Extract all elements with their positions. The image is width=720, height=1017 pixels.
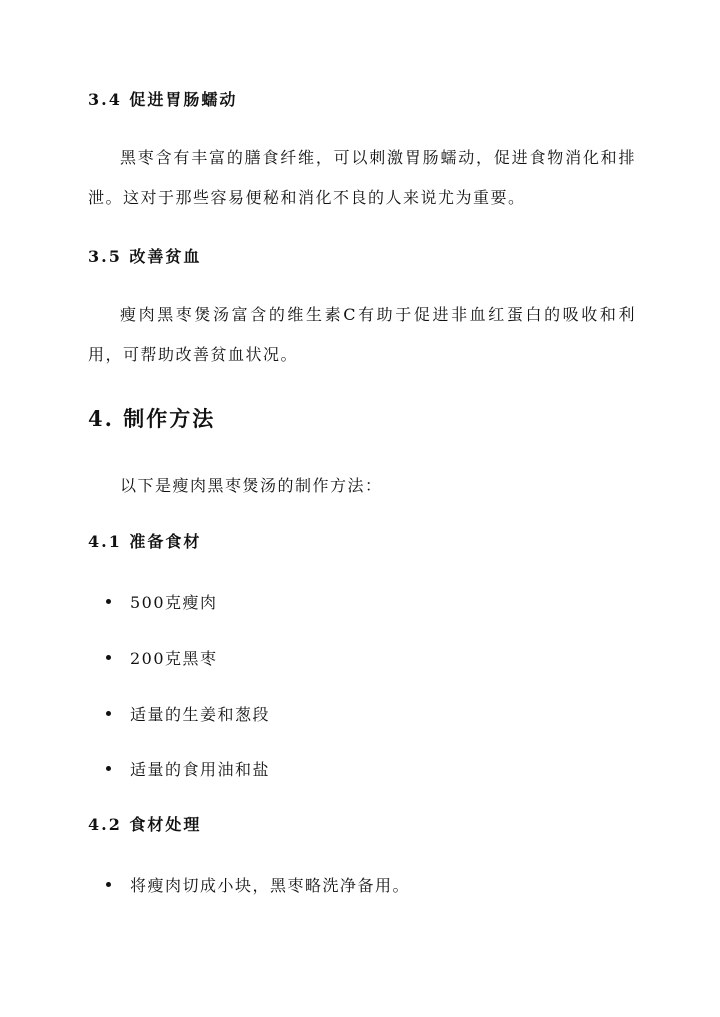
- list-item-text: 适量的食用油和盐: [130, 759, 271, 779]
- list-item-text: 200克黑枣: [130, 648, 218, 668]
- bullet-icon: [106, 655, 111, 660]
- list-item: [106, 757, 270, 779]
- heading-3-5: 3.5 改善贫血: [88, 247, 202, 266]
- list-item: [106, 590, 218, 612]
- bullet-icon: [106, 599, 111, 604]
- list-item-text: 适量的生姜和葱段: [130, 704, 271, 724]
- bullet-icon: [106, 766, 111, 771]
- bullet-icon: [106, 882, 111, 887]
- heading-4: 4. 制作方法: [88, 406, 216, 431]
- bullet-icon: [106, 711, 111, 716]
- heading-4-1: 4.1 准备食材: [88, 532, 202, 551]
- paragraph-3-5: 瘦肉黑枣煲汤富含的维生素C有助于促进非血红蛋白的吸收和利用，可帮助改善贫血状况。: [88, 305, 636, 364]
- heading-4-2: 4.2 食材处理: [88, 815, 202, 834]
- list-item: [106, 702, 270, 724]
- list-item-text: 500克瘦肉: [130, 592, 218, 612]
- list-item: [106, 646, 218, 668]
- paragraph-3-4: 黑枣含有丰富的膳食纤维，可以刺激胃肠蠕动，促进食物消化和排泄。这对于那些容易便秘和消化不良的人来说尤为重要。: [88, 148, 636, 207]
- list-item: [106, 873, 410, 895]
- list-item-text: 将瘦肉切成小块，黑枣略洗净备用。: [130, 875, 411, 895]
- paragraph-4-intro: 以下是瘦肉黑枣煲汤的制作方法：: [120, 476, 383, 495]
- heading-3-4: 3.4 促进胃肠蠕动: [88, 90, 238, 109]
